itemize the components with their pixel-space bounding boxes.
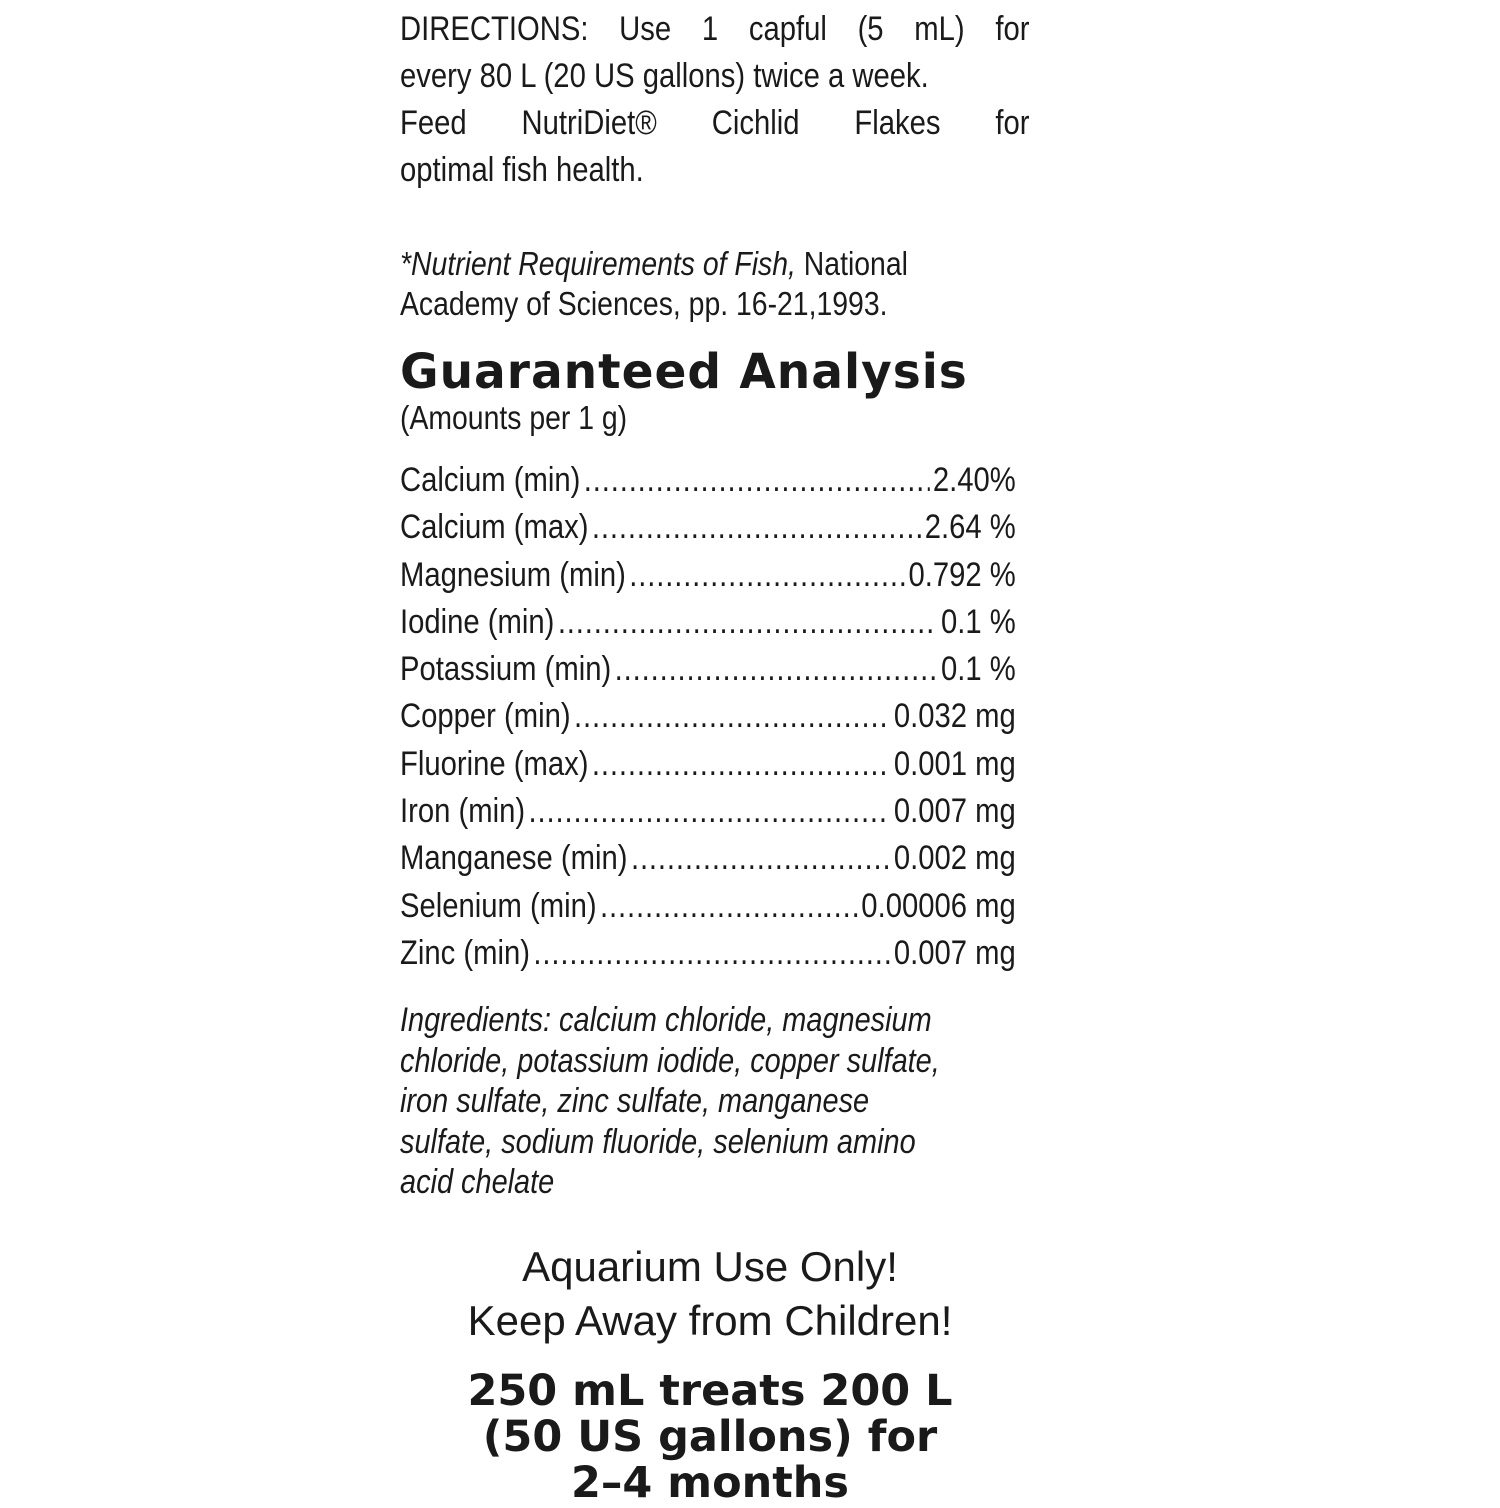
citation-source: National <box>795 245 908 282</box>
directions-word: mL) <box>914 10 965 48</box>
analysis-row <box>400 504 1016 551</box>
analysis-row <box>400 788 1016 835</box>
directions-word: for <box>995 10 1030 48</box>
dot-leader <box>592 504 921 551</box>
analysis-row <box>400 693 1016 740</box>
directions-text: optimal fish health. <box>400 151 644 189</box>
nutrient-value: 2.64 % <box>924 508 1016 547</box>
dot-leader <box>574 693 890 740</box>
dot-leader <box>529 788 891 835</box>
nutrient-value: 0.001 mg <box>893 744 1016 783</box>
analysis-row <box>400 457 1016 504</box>
nutrient-value: 0.792 % <box>908 555 1016 594</box>
analysis-row <box>400 741 1016 788</box>
nutrient-name: Manganese (min) <box>400 839 628 878</box>
nutrient-name: Calcium (max) <box>400 508 589 547</box>
citation-line-1 <box>400 244 1030 284</box>
guaranteed-analysis-subtitle: (Amounts per 1 g) <box>400 399 628 436</box>
directions-word: (5 <box>857 10 884 48</box>
nutrient-value: 0.007 mg <box>893 792 1016 831</box>
dot-leader <box>592 741 890 788</box>
treats-line: 2–4 months <box>570 1458 850 1508</box>
ingredients-line: iron sulfate, zinc sulfate, manganese <box>400 1082 870 1120</box>
directions-line <box>400 147 1030 194</box>
nutrient-value: 0.1 % <box>940 650 1016 689</box>
dot-leader <box>629 552 905 599</box>
ingredients-line: Ingredients: calcium chloride, magnesium <box>400 1001 932 1039</box>
directions-word: DIRECTIONS: <box>400 10 589 48</box>
directions-word: Flakes <box>854 104 941 142</box>
ingredients-line: acid chelate <box>400 1163 555 1201</box>
dot-leader <box>615 646 938 693</box>
citation <box>400 244 1030 324</box>
nutrient-value: 0.00006 mg <box>861 886 1016 925</box>
nutrient-value: 0.002 mg <box>893 839 1016 878</box>
ingredients-line: sulfate, sodium fluoride, selenium amino <box>400 1122 916 1161</box>
directions-word: capful <box>748 10 827 48</box>
directions-word: Use <box>619 10 672 48</box>
nutrient-name: Potassium (min) <box>400 650 612 689</box>
treatment-capacity <box>380 1368 1040 1506</box>
nutrient-name: Fluorine (max) <box>400 744 589 783</box>
nutrient-name: Calcium (min) <box>400 461 581 499</box>
ingredients-paragraph <box>400 1000 1029 1203</box>
analysis-row <box>400 552 1016 599</box>
dot-leader <box>600 883 858 930</box>
analysis-row <box>400 930 1016 977</box>
nutrient-name: Selenium (min) <box>400 886 597 925</box>
nutrient-value: 0.1 % <box>940 602 1016 641</box>
directions-line <box>400 6 1030 53</box>
analysis-row <box>400 646 1016 693</box>
directions-word: Feed <box>400 104 467 142</box>
nutrient-value: 2.40% <box>932 461 1016 499</box>
dot-leader <box>631 835 890 882</box>
children-warning: Keep Away from Children! <box>467 1297 953 1344</box>
treats-line: 250 mL treats 200 L <box>467 1366 953 1416</box>
guaranteed-analysis-table <box>400 457 1016 977</box>
analysis-row <box>400 599 1016 646</box>
analysis-row <box>400 883 1016 930</box>
analysis-row <box>400 835 1016 882</box>
directions-word: 1 <box>701 10 719 48</box>
treats-line: (50 US gallons) for <box>482 1412 938 1462</box>
ingredients-line: chloride, potassium iodide, copper sulfate, <box>400 1041 940 1080</box>
dot-leader <box>533 930 890 977</box>
nutrient-value: 0.007 mg <box>893 933 1016 972</box>
nutrient-value: 0.032 mg <box>893 697 1016 736</box>
nutrient-name: Iron (min) <box>400 792 526 831</box>
directions-line <box>400 53 1030 100</box>
warning-block <box>380 1240 1040 1348</box>
citation-title: *Nutrient Requirements of Fish, <box>400 245 796 282</box>
dot-leader <box>558 599 938 646</box>
nutrient-name: Iodine (min) <box>400 602 555 641</box>
directions-line <box>400 100 1030 147</box>
dot-leader <box>584 457 930 504</box>
citation-line-2: Academy of Sciences, pp. 16-21,1993. <box>400 285 888 322</box>
directions-word: Cichlid <box>711 104 800 142</box>
aquarium-use-warning: Aquarium Use Only! <box>522 1243 898 1290</box>
nutrient-name: Magnesium (min) <box>400 555 626 594</box>
directions-word: for <box>995 104 1030 142</box>
nutrient-name: Copper (min) <box>400 697 571 736</box>
directions-text: every 80 L (20 US gallons) twice a week. <box>400 57 929 95</box>
directions-paragraph <box>400 6 1030 194</box>
directions-word: NutriDiet® <box>521 104 657 142</box>
guaranteed-analysis-title: Guaranteed Analysis <box>400 344 968 400</box>
nutrient-name: Zinc (min) <box>400 933 530 972</box>
